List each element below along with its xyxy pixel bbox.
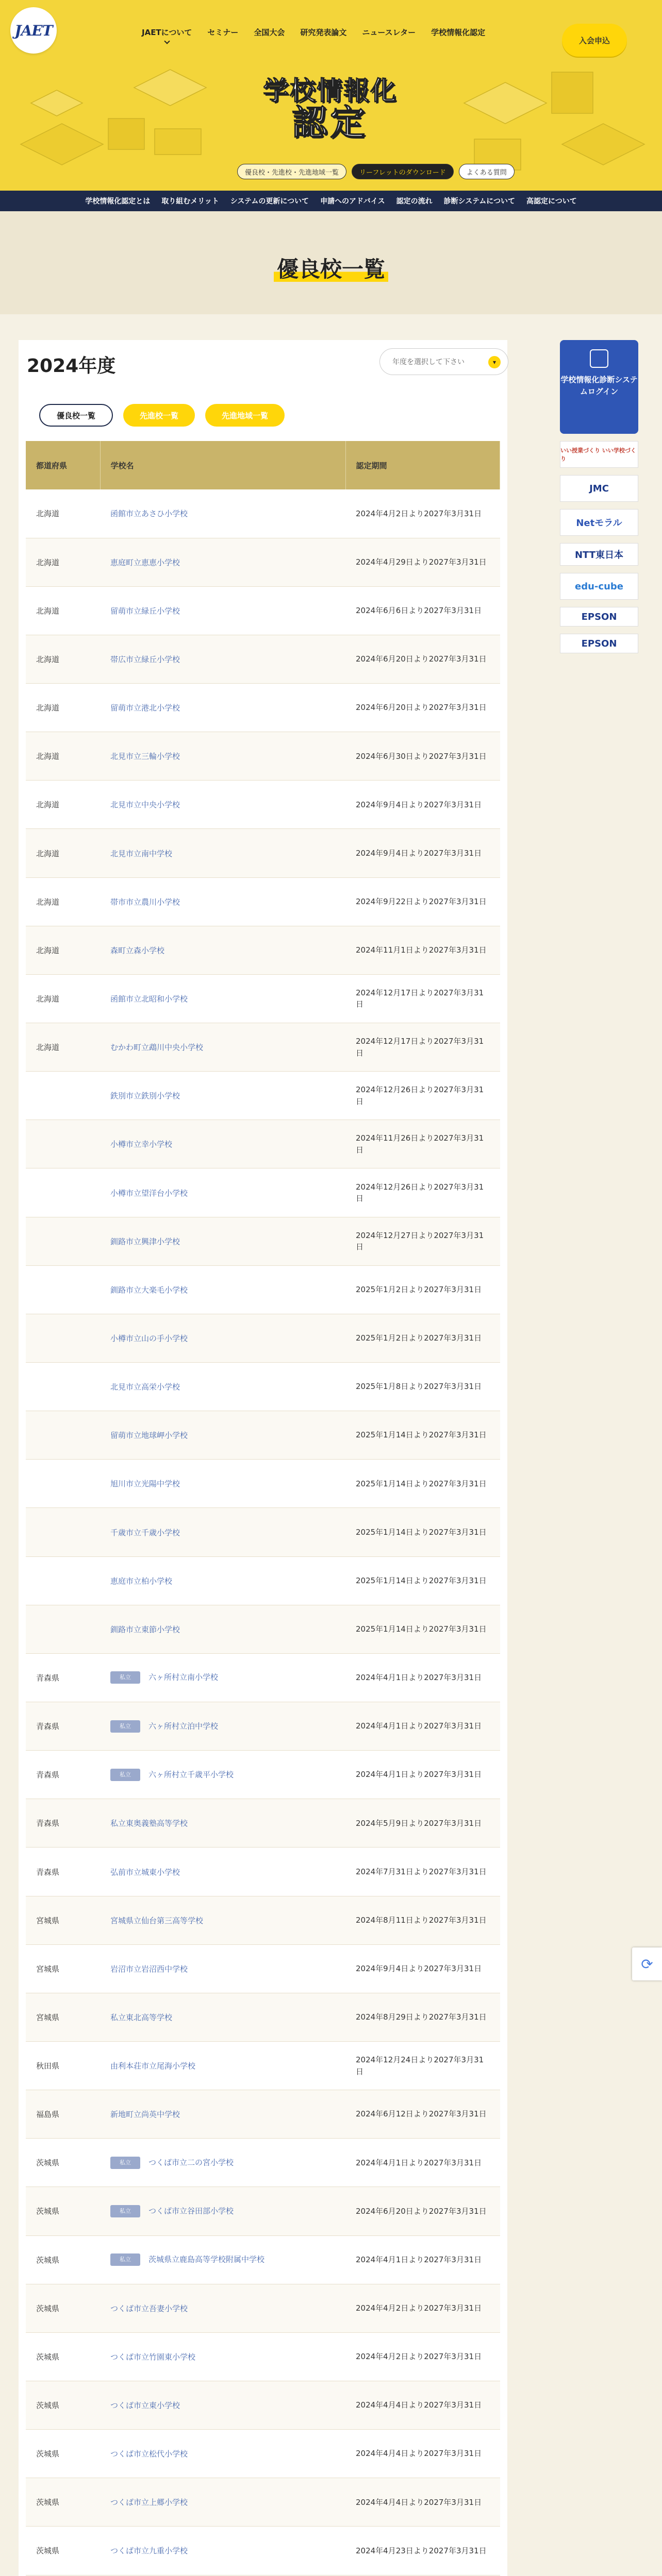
cell-school[interactable] [100, 1217, 345, 1265]
table-row [26, 2235, 500, 2284]
cell-prefecture: 秋田県 [26, 2042, 100, 2090]
cell-period: 2024年12月17日より2027年3月31日 [345, 1023, 500, 1072]
school-name[interactable]: 小樽市立幸小学校 [110, 1140, 173, 1149]
school-name[interactable]: 留萌市立緑丘小学校 [110, 606, 180, 616]
cell-prefecture: 北海道 [26, 877, 100, 926]
table-row [26, 732, 500, 781]
cell-period: 2024年4月23日より2027年3月31日 [345, 2527, 500, 2575]
cell-prefecture: 茨城県 [26, 2187, 100, 2235]
chevron-down-icon: ▾ [488, 356, 501, 368]
table-row [26, 1605, 500, 1653]
cell-prefecture: 北海道 [26, 781, 100, 829]
school-name[interactable]: 私立東北高等学校 [110, 2012, 173, 2022]
school-name[interactable]: 帯広市立緑丘小学校 [110, 654, 180, 664]
school-name[interactable]: むかわ町立鵡川中央小学校 [110, 1043, 204, 1053]
sponsor-banner[interactable]: NTT東日本 [560, 543, 638, 566]
tab-advanced-schools[interactable]: 先進校一覧 [123, 404, 195, 427]
school-name[interactable]: 小樽市立望洋台小学校 [110, 1188, 188, 1198]
table-row [26, 1702, 500, 1751]
cell-school[interactable] [100, 2478, 345, 2527]
cell-period: 2024年12月27日より2027年3月31日 [345, 1217, 500, 1265]
school-name[interactable]: 小樽市立山の手小学校 [110, 1333, 188, 1343]
cell-school[interactable] [100, 2381, 345, 2429]
school-name[interactable]: 留萌市立地球岬小学校 [110, 1431, 188, 1440]
table-row [26, 1993, 500, 2041]
cell-school[interactable] [100, 1411, 345, 1460]
school-name[interactable]: 帯市市立農川小学校 [110, 897, 180, 907]
school-type-badge: 私立 [110, 1720, 140, 1733]
cell-prefecture [26, 1168, 100, 1217]
table-row [26, 1460, 500, 1508]
site-header [0, 0, 662, 191]
cell-period: 2024年4月1日より2027年3月31日 [345, 2139, 500, 2187]
cell-school[interactable] [100, 684, 345, 732]
table-row [26, 2332, 500, 2381]
cell-prefecture: 茨城県 [26, 2235, 100, 2284]
column-header-period: 認定期間 [345, 441, 500, 489]
subnav-what-is[interactable]: 学校情報化認定とは [85, 197, 151, 206]
cell-period: 2024年4月4日より2027年3月31日 [345, 2430, 500, 2478]
table-row [26, 2139, 500, 2187]
cell-period: 2025年1月14日より2027年3月31日 [345, 1460, 500, 1508]
isometric-illustration-left [0, 41, 217, 191]
cell-prefecture: 北海道 [26, 489, 100, 538]
cell-school[interactable] [100, 635, 345, 683]
nav-item-certification[interactable]: 学校情報化認定 [431, 28, 486, 37]
cell-school[interactable] [100, 1314, 345, 1362]
sponsor-banner[interactable]: JMC [560, 475, 638, 502]
cell-school[interactable] [100, 489, 345, 538]
school-name[interactable]: 釧路市立興津小学校 [110, 1236, 180, 1246]
school-name[interactable]: 北見市立高栄小学校 [110, 1382, 180, 1392]
cell-school[interactable] [100, 1896, 345, 1944]
table-row [26, 926, 500, 974]
school-type-badge: 私立 [110, 2253, 140, 2266]
cell-school[interactable] [100, 538, 345, 586]
sponsor-banner[interactable]: Netモラル [560, 509, 638, 536]
subnav-advice[interactable]: 申請へのアドバイス [320, 197, 385, 206]
cell-period: 2024年4月2日より2027年3月31日 [345, 2284, 500, 2332]
subnav-flow[interactable]: 認定の流れ [396, 197, 433, 206]
cell-school[interactable] [100, 1799, 345, 1848]
school-name[interactable]: 旭川市立光陽中学校 [110, 1479, 180, 1489]
monitor-icon [590, 349, 608, 368]
school-name[interactable]: 釧路市立大楽毛小学校 [110, 1285, 188, 1295]
cell-school[interactable] [100, 829, 345, 877]
column-header-prefecture: 都道府県 [26, 441, 100, 489]
school-name[interactable]: 弘前市立城東小学校 [110, 1867, 180, 1877]
cell-period: 2024年4月1日より2027年3月31日 [345, 2235, 500, 2284]
cell-period: 2024年12月26日より2027年3月31日 [345, 1072, 500, 1120]
recaptcha-icon[interactable]: ⟳ [632, 1947, 662, 1980]
cell-prefecture: 茨城県 [26, 2332, 100, 2381]
subnav-system-update[interactable]: システムの更新について [230, 197, 309, 206]
cell-school[interactable] [100, 926, 345, 974]
cell-school[interactable] [100, 2527, 345, 2575]
cell-period: 2024年12月26日より2027年3月31日 [345, 1168, 500, 1217]
school-name[interactable]: 岩沼市立岩沼西中学校 [110, 1964, 188, 1974]
table-row [26, 1023, 500, 1072]
cell-prefecture: 北海道 [26, 586, 100, 635]
table-row [26, 2284, 500, 2332]
cell-prefecture [26, 1556, 100, 1605]
nav-item-papers[interactable]: 研究発表論文 [300, 28, 347, 37]
cell-school[interactable] [100, 1265, 345, 1314]
page-title: 優良校一覧 [0, 252, 662, 283]
table-row [26, 2478, 500, 2527]
school-name[interactable]: 森町立森小学校 [110, 945, 165, 955]
cell-school[interactable] [100, 781, 345, 829]
school-name[interactable]: 留萌市立港北小学校 [110, 703, 180, 713]
cell-school[interactable] [100, 2187, 345, 2235]
cell-period: 2024年9月22日より2027年3月31日 [345, 877, 500, 926]
cell-period: 2024年12月24日より2027年3月31日 [345, 2042, 500, 2090]
sidebar [560, 340, 638, 653]
cell-period: 2024年4月1日より2027年3月31日 [345, 1751, 500, 1799]
hero-title: 学校情報化 認定 [263, 76, 397, 143]
cell-period: 2024年4月1日より2027年3月31日 [345, 1653, 500, 1702]
table-row [26, 1265, 500, 1314]
nav-item-newsletter[interactable]: ニュースレター [362, 28, 416, 37]
cell-period: 2024年4月2日より2027年3月31日 [345, 489, 500, 538]
cell-prefecture [26, 1265, 100, 1314]
table-row [26, 2381, 500, 2429]
table-row [26, 1217, 500, 1265]
cell-period: 2025年1月8日より2027年3月31日 [345, 1363, 500, 1411]
cell-prefecture [26, 1363, 100, 1411]
cell-prefecture: 青森県 [26, 1751, 100, 1799]
school-name[interactable]: 新地町立尚英中学校 [110, 2110, 180, 2120]
cell-school[interactable] [100, 974, 345, 1023]
table-row [26, 1168, 500, 1217]
cell-period: 2024年6月6日より2027年3月31日 [345, 586, 500, 635]
school-name[interactable]: 私立東奥義塾高等学校 [110, 1819, 188, 1828]
table-row [26, 2042, 500, 2090]
cell-prefecture: 北海道 [26, 974, 100, 1023]
table-row [26, 1751, 500, 1799]
table-row [26, 635, 500, 683]
link-school-list[interactable]: 優良校・先進校・先進地域一覧 [237, 164, 346, 179]
school-name[interactable]: 由利本荘市立尾海小学校 [110, 2061, 196, 2071]
cell-period: 2024年12月17日より2027年3月31日 [345, 974, 500, 1023]
cell-period: 2024年4月4日より2027年3月31日 [345, 2381, 500, 2429]
table-row [26, 829, 500, 877]
cell-school[interactable] [100, 1023, 345, 1072]
table-row [26, 1363, 500, 1411]
school-name[interactable]: 北見市立南中学校 [110, 849, 173, 858]
cell-school[interactable] [100, 2235, 345, 2284]
cell-prefecture: 青森県 [26, 1653, 100, 1702]
cell-period: 2025年1月2日より2027年3月31日 [345, 1265, 500, 1314]
cell-school[interactable] [100, 1072, 345, 1120]
cell-period: 2024年5月9日より2027年3月31日 [345, 1799, 500, 1848]
table-row [26, 1556, 500, 1605]
cell-period: 2024年4月29日より2027年3月31日 [345, 538, 500, 586]
table-row [26, 2187, 500, 2235]
cell-prefecture: 茨城県 [26, 2527, 100, 2575]
cell-prefecture: 北海道 [26, 1023, 100, 1072]
table-row [26, 684, 500, 732]
main-content [19, 340, 507, 2576]
table-row [26, 1120, 500, 1168]
cell-period: 2024年9月4日より2027年3月31日 [345, 829, 500, 877]
subnav-high-cert[interactable]: 高認定について [526, 197, 577, 206]
cell-period: 2024年6月30日より2027年3月31日 [345, 732, 500, 781]
school-name[interactable]: つくば市立谷田部小学校 [148, 2206, 234, 2216]
cell-prefecture: 茨城県 [26, 2478, 100, 2527]
cell-period: 2024年4月4日より2027年3月31日 [345, 2478, 500, 2527]
sponsor-banner[interactable]: いい授業づくり いい学校づくり [560, 441, 638, 468]
cell-school[interactable] [100, 1993, 345, 2041]
year-heading: 2024年度 [27, 355, 116, 377]
tab-excellent-schools[interactable]: 優良校一覧 [39, 404, 113, 427]
cell-school[interactable] [100, 1653, 345, 1702]
table-row [26, 2527, 500, 2575]
cell-school[interactable] [100, 2090, 345, 2139]
school-name[interactable]: つくば市立二の宮小学校 [148, 2158, 234, 2167]
subnav-merit[interactable]: 取り組むメリット [161, 197, 219, 206]
cell-prefecture: 茨城県 [26, 2284, 100, 2332]
school-name[interactable]: つくば市立松代小学校 [110, 2449, 188, 2459]
table-row [26, 781, 500, 829]
cell-prefecture [26, 1605, 100, 1653]
sponsor-banner[interactable]: edu-cube [560, 573, 638, 600]
cell-period: 2024年6月20日より2027年3月31日 [345, 635, 500, 683]
cell-period: 2024年9月4日より2027年3月31日 [345, 781, 500, 829]
cell-period: 2024年9月4日より2027年3月31日 [345, 1944, 500, 1993]
table-row [26, 1799, 500, 1848]
school-name[interactable]: 六ヶ所村立泊中学校 [148, 1721, 219, 1731]
cell-school[interactable] [100, 1460, 345, 1508]
table-row [26, 1653, 500, 1702]
cell-period: 2024年11月1日より2027年3月31日 [345, 926, 500, 974]
join-button[interactable]: 入会申込 [562, 24, 627, 57]
cell-school[interactable] [100, 1944, 345, 1993]
sub-nav [0, 191, 662, 211]
cell-prefecture: 宮城県 [26, 1896, 100, 1944]
table-row [26, 1944, 500, 1993]
sponsor-banner[interactable]: EPSON [560, 607, 638, 626]
table-row [26, 1848, 500, 1896]
cell-prefecture [26, 1072, 100, 1120]
cell-period: 2024年11月26日より2027年3月31日 [345, 1120, 500, 1168]
cell-school[interactable] [100, 2139, 345, 2187]
cell-prefecture [26, 1460, 100, 1508]
cell-period: 2024年6月12日より2027年3月31日 [345, 2090, 500, 2139]
school-name[interactable]: 函館市立北昭和小学校 [110, 994, 188, 1004]
cell-prefecture: 青森県 [26, 1848, 100, 1896]
cell-school[interactable] [100, 1848, 345, 1896]
cell-prefecture: 青森県 [26, 1799, 100, 1848]
cell-school[interactable] [100, 2042, 345, 2090]
cell-school[interactable] [100, 1605, 345, 1653]
cell-period: 2024年8月29日より2027年3月31日 [345, 1993, 500, 2041]
table-row [26, 2090, 500, 2139]
year-select[interactable]: 年度を選択して下さい ▾ [379, 348, 508, 375]
link-faq[interactable]: よくある質問 [459, 164, 515, 179]
nav-item-about[interactable]: JAETについて [142, 27, 192, 38]
school-name[interactable]: 函館市立あさひ小学校 [110, 509, 188, 519]
cell-prefecture [26, 1411, 100, 1460]
cell-school[interactable] [100, 1120, 345, 1168]
hero-links [237, 164, 515, 179]
table-row [26, 586, 500, 635]
cell-school[interactable] [100, 1751, 345, 1799]
table-row [26, 2430, 500, 2478]
cell-period: 2025年1月14日より2027年3月31日 [345, 1556, 500, 1605]
page-title-band [0, 211, 662, 314]
cell-period: 2025年1月14日より2027年3月31日 [345, 1508, 500, 1556]
cell-period: 2024年4月1日より2027年3月31日 [345, 1702, 500, 1751]
cell-period: 2024年7月31日より2027年3月31日 [345, 1848, 500, 1896]
school-name[interactable]: 恵庭町立恵恵小学校 [110, 557, 180, 567]
table-row [26, 538, 500, 586]
school-name[interactable]: 恵庭市立柏小学校 [110, 1576, 173, 1586]
cell-prefecture: 茨城県 [26, 2139, 100, 2187]
table-row [26, 974, 500, 1023]
cell-prefecture [26, 1120, 100, 1168]
school-name[interactable]: 宮城県立仙台第三高等学校 [110, 1916, 204, 1925]
nav-item-seminar[interactable]: セミナー [207, 28, 239, 37]
table-row [26, 1314, 500, 1362]
school-name[interactable]: 鉄別市立鉄別小学校 [110, 1091, 180, 1101]
school-type-badge: 私立 [110, 1671, 140, 1684]
school-name[interactable]: つくば市立東小学校 [110, 2401, 180, 2411]
school-name[interactable]: 茨城県立鹿島高等学校附属中学校 [148, 2255, 265, 2264]
cell-school[interactable] [100, 1556, 345, 1605]
table-row [26, 489, 500, 538]
school-name[interactable]: つくば市立九重小学校 [110, 2546, 188, 2556]
cell-prefecture: 福島県 [26, 2090, 100, 2139]
table-row [26, 877, 500, 926]
cell-school[interactable] [100, 877, 345, 926]
cell-period: 2025年1月2日より2027年3月31日 [345, 1314, 500, 1362]
school-name[interactable]: 北見市立三輪小学校 [110, 752, 180, 761]
column-header-school: 学校名 [100, 441, 345, 489]
cell-school[interactable] [100, 1508, 345, 1556]
cell-prefecture: 茨城県 [26, 2430, 100, 2478]
cell-period: 2025年1月14日より2027年3月31日 [345, 1411, 500, 1460]
cell-period: 2025年1月14日より2027年3月31日 [345, 1605, 500, 1653]
school-name[interactable]: 北見市立中央小学校 [110, 800, 180, 810]
cell-prefecture [26, 1314, 100, 1362]
cell-school[interactable] [100, 1363, 345, 1411]
cell-school[interactable] [100, 732, 345, 781]
cell-school[interactable] [100, 1168, 345, 1217]
cell-prefecture: 北海道 [26, 732, 100, 781]
cell-prefecture [26, 1508, 100, 1556]
school-name[interactable]: つくば市立竹園東小学校 [110, 2352, 196, 2362]
table-row [26, 1896, 500, 1944]
cell-prefecture: 北海道 [26, 829, 100, 877]
link-leaflet-download[interactable]: リーフレットのダウンロード [352, 164, 454, 179]
cell-school[interactable] [100, 2332, 345, 2381]
cell-school[interactable] [100, 586, 345, 635]
school-name[interactable]: 六ヶ所村立南小学校 [148, 1672, 219, 1682]
diagnosis-login-button[interactable]: 学校情報化診断システムログイン [560, 340, 638, 434]
cell-prefecture: 宮城県 [26, 1944, 100, 1993]
jaet-logo[interactable]: JAET [10, 7, 57, 54]
table-row [26, 1411, 500, 1460]
main-nav [142, 27, 485, 38]
cell-prefecture: 北海道 [26, 684, 100, 732]
subnav-diagnosis[interactable]: 診断システムについて [443, 197, 515, 206]
tab-advanced-regions[interactable]: 先進地域一覧 [205, 404, 285, 427]
cell-period: 2024年4月2日より2027年3月31日 [345, 2332, 500, 2381]
cell-prefecture: 茨城県 [26, 2381, 100, 2429]
cell-school[interactable] [100, 1702, 345, 1751]
table-row [26, 1072, 500, 1120]
cell-prefecture: 北海道 [26, 538, 100, 586]
school-name[interactable]: 釧路市立東節小学校 [110, 1624, 180, 1634]
cell-period: 2024年8月11日より2027年3月31日 [345, 1896, 500, 1944]
cell-period: 2024年6月20日より2027年3月31日 [345, 684, 500, 732]
school-type-badge: 私立 [110, 1769, 140, 1781]
list-tabs [39, 404, 285, 427]
school-name[interactable]: つくば市立上郷小学校 [110, 2498, 188, 2507]
school-name[interactable]: つくば市立吾妻小学校 [110, 2303, 188, 2313]
cell-school[interactable] [100, 2284, 345, 2332]
nav-item-conference[interactable]: 全国大会 [254, 28, 285, 37]
school-type-badge: 私立 [110, 2157, 140, 2169]
cell-prefecture: 宮城県 [26, 1993, 100, 2041]
cell-prefecture [26, 1217, 100, 1265]
cell-period: 2024年6月20日より2027年3月31日 [345, 2187, 500, 2235]
cell-prefecture: 北海道 [26, 926, 100, 974]
cell-prefecture: 青森県 [26, 1702, 100, 1751]
school-name[interactable]: 六ヶ所村立千歳平小学校 [148, 1770, 234, 1780]
school-table [26, 441, 500, 2576]
table-row [26, 1508, 500, 1556]
cell-prefecture: 北海道 [26, 635, 100, 683]
school-name[interactable]: 千歳市立千歳小学校 [110, 1528, 180, 1537]
cell-school[interactable] [100, 2430, 345, 2478]
school-type-badge: 私立 [110, 2205, 140, 2217]
sponsor-banner[interactable]: EPSON [560, 634, 638, 653]
